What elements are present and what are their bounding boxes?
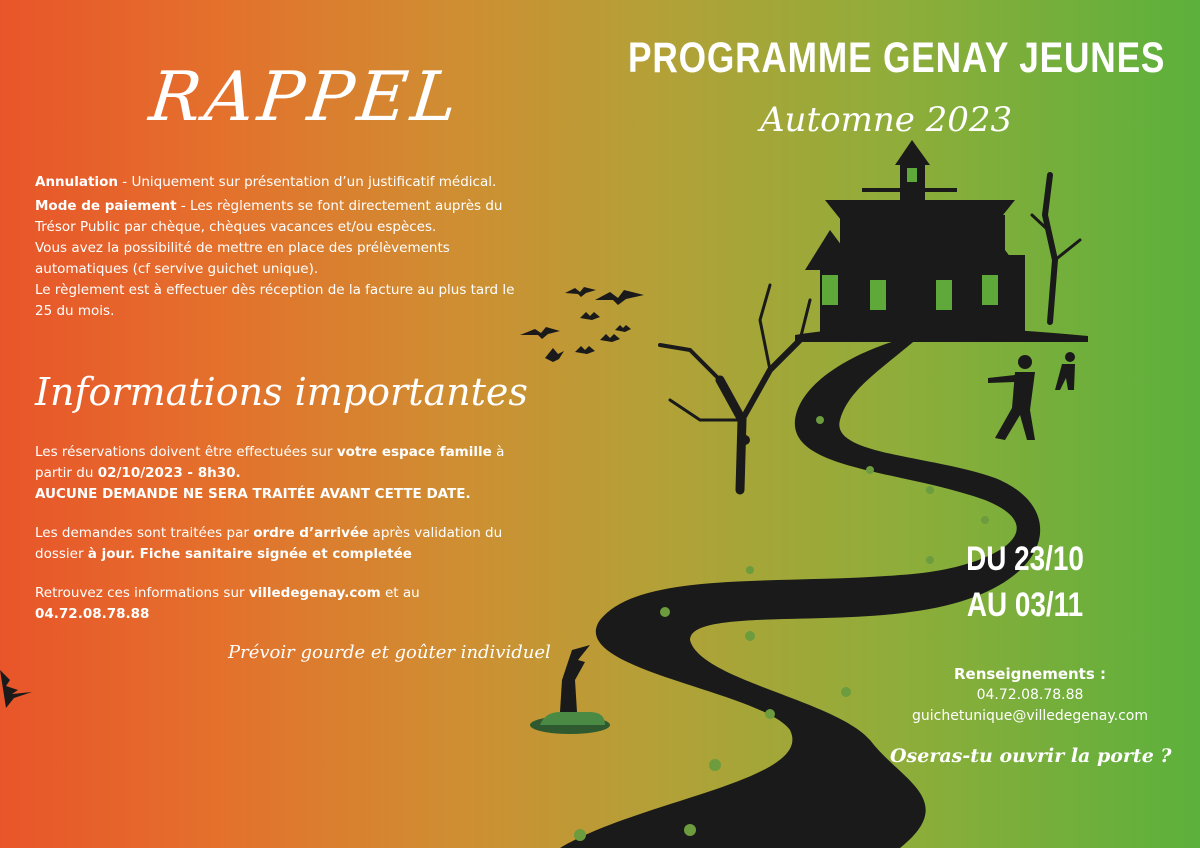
site-link[interactable]: villedegenay.com bbox=[248, 585, 381, 601]
demandes-pre: Les demandes sont traitées par bbox=[35, 525, 254, 541]
rappel-text bbox=[35, 172, 525, 322]
contact-phone[interactable]: 04.72.08.78.88 bbox=[976, 687, 1084, 703]
paiement-line bbox=[35, 196, 525, 238]
retrouvez-line bbox=[35, 583, 525, 625]
spider bbox=[740, 435, 750, 445]
retrouvez-pre: Retrouvez ces informations sur bbox=[35, 585, 249, 601]
renseignements bbox=[880, 664, 1180, 727]
renseignements-label: Renseignements : bbox=[953, 665, 1107, 683]
informations-text bbox=[35, 442, 525, 625]
annulation-label: Annulation bbox=[35, 174, 118, 190]
reservations-line bbox=[35, 442, 525, 484]
espace-famille: votre espace famille bbox=[336, 444, 492, 460]
demandes-end: à jour. Fiche sanitaire signée et completée bbox=[87, 546, 412, 562]
bare-tree bbox=[660, 285, 810, 490]
prelevements-text: Vous avez la possibilité de mettre en place des prélèvements automatiques (cf servive guichet unique). bbox=[35, 240, 450, 277]
annulation-text: - Uniquement sur présentation d’un justificatif médical. bbox=[117, 174, 497, 190]
contact-email[interactable]: guichetunique@villedegenay.com bbox=[912, 708, 1148, 724]
demandes-line bbox=[35, 523, 525, 565]
demandes-mid: après validation du dossier bbox=[35, 525, 503, 562]
aucune-demande: AUCUNE DEMANDE NE SERA TRAITÉE AVANT CETTE DATE. bbox=[35, 486, 471, 502]
season-title: Automne 2023 bbox=[760, 100, 1013, 140]
phone-link[interactable]: 04.72.08.78.88 bbox=[35, 606, 150, 622]
date-to: AU 03/11 bbox=[966, 586, 1084, 624]
dead-tree bbox=[1032, 175, 1080, 322]
ordre-arrivee: ordre d’arrivée bbox=[253, 525, 369, 541]
reglement-text: Le règlement est à effectuer dès réception de la facture au plus tard le 25 du mois. bbox=[35, 282, 515, 319]
reservations-pre: Les réservations doivent être effectuées sur bbox=[35, 444, 337, 460]
paiement-label: Mode de paiement bbox=[35, 198, 177, 214]
reservations-mid: à partir du bbox=[35, 444, 505, 481]
prevoir-text: Prévoir gourde et goûter individuel bbox=[228, 642, 551, 663]
oseras-text: Oseras-tu ouvrir la porte ? bbox=[890, 745, 1172, 767]
informations-title: Informations importantes bbox=[35, 370, 528, 414]
zombie bbox=[988, 352, 1075, 440]
annulation-line bbox=[35, 172, 525, 193]
retrouvez-mid: et au bbox=[380, 585, 420, 601]
paiement-text: - Les règlements se font directement auprès du Trésor Public par chèque, chèques vacances et/ou espèces. bbox=[35, 198, 503, 235]
programme-title: PROGRAMME GENAY JEUNES bbox=[628, 34, 1166, 82]
reservations-date: 02/10/2023 - 8h30. bbox=[97, 465, 241, 481]
date-from: DU 23/10 bbox=[966, 540, 1084, 578]
rappel-title: RAPPEL bbox=[145, 58, 465, 137]
